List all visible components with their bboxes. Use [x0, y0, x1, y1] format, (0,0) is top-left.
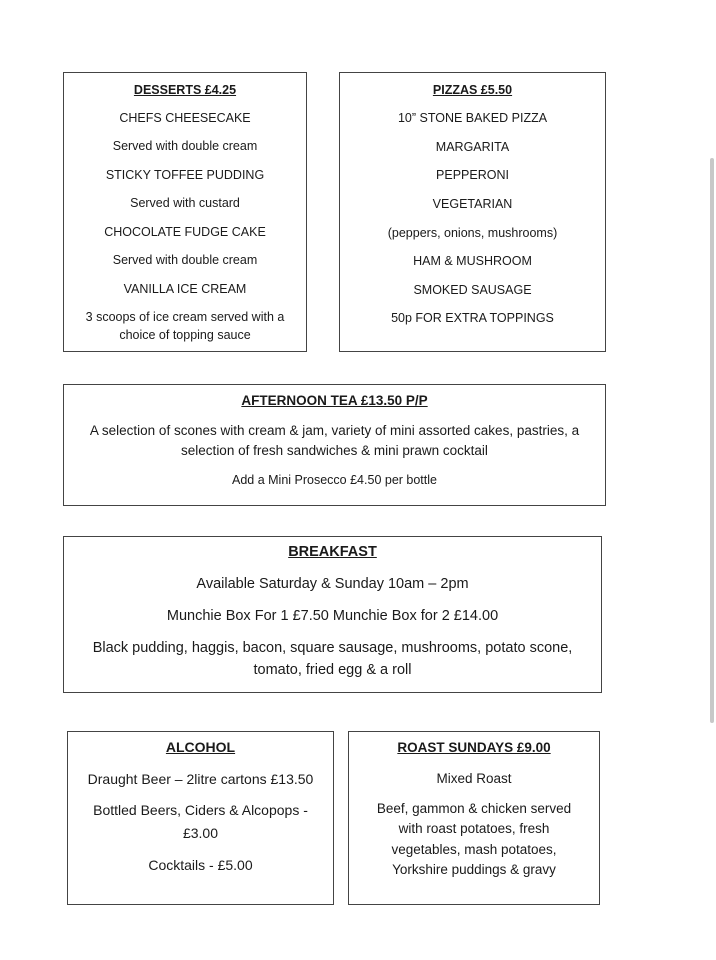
pizza-item: MARGARITA: [435, 140, 510, 154]
afternoon-tea-description: A selection of scones with cream & jam, variety of mini assorted cakes, pastries, a: [89, 423, 580, 438]
alcohol-section: [67, 731, 334, 905]
breakfast-availability: Available Saturday & Sunday 10am – 2pm: [196, 576, 469, 592]
dessert-item: Served with double cream: [112, 253, 258, 267]
pizzas-title: PIZZAS £5.50: [432, 83, 513, 97]
pizzas-section: [339, 72, 606, 352]
breakfast-section: [63, 536, 602, 693]
dessert-item: Served with double cream: [112, 139, 258, 153]
desserts-section: [63, 72, 307, 352]
roast-description: vegetables, mash potatoes,: [391, 842, 557, 857]
alcohol-item: £3.00: [182, 825, 219, 841]
roast-title: ROAST SUNDAYS £9.00: [397, 740, 551, 755]
pizza-item: VEGETARIAN: [432, 197, 513, 211]
alcohol-item: Cocktails - £5.00: [148, 857, 253, 873]
alcohol-title: ALCOHOL: [165, 739, 236, 755]
dessert-item: STICKY TOFFEE PUDDING: [105, 168, 265, 182]
pizza-item: PEPPERONI: [436, 168, 509, 182]
roast-description: Yorkshire puddings & gravy: [392, 862, 556, 877]
afternoon-tea-title: AFTERNOON TEA £13.50 P/P: [241, 393, 428, 408]
breakfast-description: tomato, fried egg & a roll: [253, 662, 412, 678]
dessert-item: Served with custard: [130, 196, 240, 210]
roast-description: with roast potatoes, fresh: [398, 821, 550, 836]
breakfast-prices: Munchie Box For 1 £7.50 Munchie Box for 2 £14.00: [166, 608, 499, 624]
pizza-item: HAM & MUSHROOM: [413, 254, 532, 268]
breakfast-title: BREAKFAST: [288, 544, 377, 560]
dessert-item: CHOCOLATE FUDGE CAKE: [104, 225, 266, 239]
dessert-item: VANILLA ICE CREAM: [123, 282, 247, 296]
desserts-title: DESSERTS £4.25: [133, 83, 237, 97]
pizza-item: (peppers, onions, mushrooms): [387, 226, 558, 240]
afternoon-tea-description: selection of fresh sandwiches & mini prawn cocktail: [181, 443, 488, 458]
alcohol-item: Draught Beer – 2litre cartons £13.50: [87, 771, 314, 787]
pizza-item: 10” STONE BAKED PIZZA: [397, 111, 548, 125]
dessert-note: 3 scoops of ice cream served with a: [85, 310, 285, 324]
dessert-note: choice of topping sauce: [119, 328, 251, 342]
roast-sundays-section: [348, 731, 600, 905]
scrollbar[interactable]: [710, 158, 714, 723]
roast-description: Beef, gammon & chicken served: [376, 801, 572, 816]
pizza-item: SMOKED SAUSAGE: [413, 283, 532, 297]
roast-subtitle: Mixed Roast: [436, 771, 512, 786]
breakfast-description: Black pudding, haggis, bacon, square sausage, mushrooms, potato scone,: [92, 640, 573, 656]
afternoon-tea-section: [63, 384, 606, 506]
alcohol-item: Bottled Beers, Ciders & Alcopops -: [93, 802, 308, 818]
afternoon-tea-addon: Add a Mini Prosecco £4.50 per bottle: [232, 473, 437, 487]
dessert-item: CHEFS CHEESECAKE: [119, 111, 251, 125]
pizza-item: 50p FOR EXTRA TOPPINGS: [391, 311, 554, 325]
